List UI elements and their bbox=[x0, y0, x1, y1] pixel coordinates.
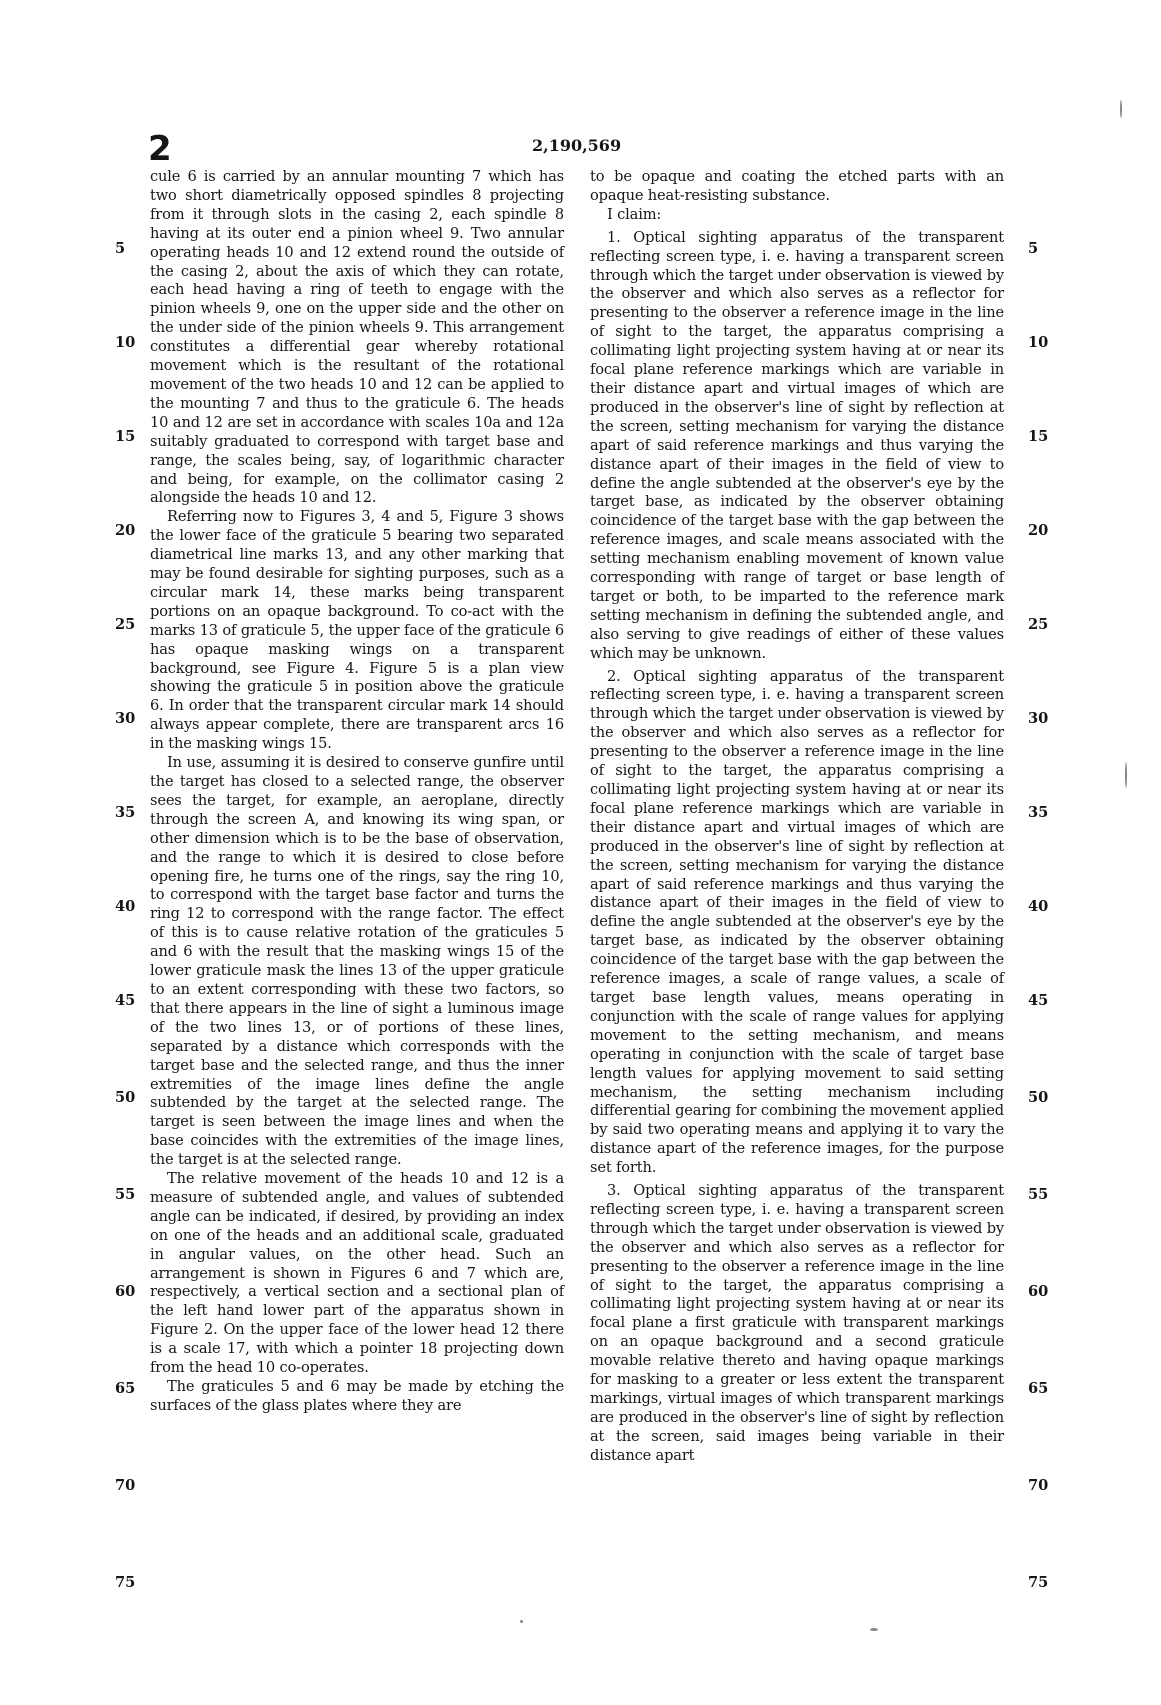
paragraph: Referring now to Figures 3, 4 and 5, Figure 3 shows the lower face of the graticule 5 bearing two separated diametrical line marks 13, and any other marking that may be found desirable for sighting purposes, such as a circular mark 14, these marks being transparent portions on an opaque background. To co-act with the marks 13 of graticule 5, the upper face of the graticule 6 has opaque masking wings on a transparent background, see Figure 4. Figure 5 is a plan view showing the graticule 5 in position above the graticule 6. In order that the transparent circular mark 14 should always appear complete, there are transparent arcs 16 in the masking wings 15. bbox=[150, 508, 564, 753]
line-number: 30 bbox=[1028, 710, 1049, 727]
claim-3: 3. Optical sighting apparatus of the transparent reflecting screen type, i. e. having a transparent screen through which the target under observation is viewed by the observer and which also serves as a reflector for presenting to the observer a reference image in the line of sight to the target, the apparatus comprising a collimating light projecting system having at or near its focal plane a first graticule with transparent markings on an opaque background and a second graticule movable relative thereto and having opaque markings for masking to a greater or less extent the transparent markings, virtual images of which transparent markings are produced in the observer's line of sight by reflection at the screen, said images being variable in their distance apart bbox=[590, 1182, 1004, 1464]
scan-speck bbox=[870, 1628, 878, 1631]
left-column bbox=[150, 168, 564, 1416]
paragraph: The graticules 5 and 6 may be made by etching the surfaces of the glass plates where they are bbox=[150, 1378, 564, 1414]
paragraph: to be opaque and coating the etched parts with an opaque heat-resisting substance. bbox=[590, 168, 1004, 204]
line-number: 40 bbox=[115, 898, 136, 915]
line-number: 50 bbox=[115, 1089, 136, 1106]
line-number: 25 bbox=[115, 616, 136, 633]
line-number: 20 bbox=[115, 522, 136, 539]
scan-speck bbox=[520, 1620, 523, 1623]
claim-2: 2. Optical sighting apparatus of the transparent reflecting screen type, i. e. having a transparent screen through which the target under observation is viewed by the observer and which also serves as a reflector for presenting to the observer a reference image in the line of sight to the target, the apparatus comprising a collimating light projecting system having at or near its focal plane reference markings which are variable in their distance apart and virtual images of which are produced in the observer's line of sight by reflection at the screen, setting mechanism for varying the distance apart of said reference markings and thus varying the distance apart of their images in the field of view to define the angle subtended at the observer's eye by the target base, as indicated by the observer obtaining coincidence of the target base with the gap between the reference images, a scale of range values, a scale of target base length values, means operating in conjunction with the scale of range values for applying movement to the setting mechanism, and means operating in conjunction with the scale of target base length values for applying movement to said setting mechanism, the setting mechanism including differential gearing for combining the movement applied by said two operating means and applying it to vary the distance apart of the reference images, for the purpose set forth. bbox=[590, 667, 1004, 1177]
scan-speck bbox=[1120, 100, 1122, 118]
line-number: 40 bbox=[1028, 898, 1049, 915]
line-number: 45 bbox=[1028, 992, 1049, 1009]
line-number: 60 bbox=[1028, 1283, 1049, 1300]
patent-number: 2,190,569 bbox=[532, 136, 622, 155]
line-number: 70 bbox=[1028, 1477, 1049, 1494]
line-number: 25 bbox=[1028, 616, 1049, 633]
claim-1: 1. Optical sighting apparatus of the transparent reflecting screen type, i. e. having a transparent screen through which the target under observation is viewed by the observer and which also serves as a reflector for presenting to the observer a reference image in the line of sight to the target, the apparatus comprising a collimating light projecting system having at or near its focal plane reference markings which are variable in their distance apart and virtual images of which are produced in the observer's line of sight by reflection at the screen, setting mechanism for varying the distance apart of said reference markings and thus varying the distance apart of their images in the field of view to define the angle subtended at the observer's eye by the target base, as indicated by the observer obtaining coincidence of the target base with the gap between the reference images, and scale means associated with the setting mechanism enabling movement of known value corresponding with range of target or base length of target or both, to be imparted to the reference mark setting mechanism in defining the subtended angle, and also serving to give readings of either of these values which may be unknown. bbox=[590, 228, 1004, 662]
line-number: 10 bbox=[1028, 334, 1049, 351]
line-number: 60 bbox=[115, 1283, 136, 1300]
paragraph: The relative movement of the heads 10 and 12 is a measure of subtended angle, and values of subtended angle can be indicated, if desired, by providing an index on one of the heads and an additional scale, graduated in angular values, on the other head. Such an arrangement is shown in Figures 6 and 7 which are, respectively, a vertical section and a sectional plan of the left hand lower part of the apparatus shown in Figure 2. On the upper face of the lower head 12 there is a scale 17, with which a pointer 18 projecting down from the head 10 co-operates. bbox=[150, 1170, 564, 1377]
line-number: 30 bbox=[115, 710, 136, 727]
line-number: 35 bbox=[1028, 804, 1049, 821]
line-number: 65 bbox=[115, 1380, 136, 1397]
right-column bbox=[590, 168, 1004, 1466]
line-number: 35 bbox=[115, 804, 136, 821]
claims-heading: I claim: bbox=[607, 205, 662, 223]
scan-speck bbox=[1125, 762, 1127, 788]
line-number: 55 bbox=[1028, 1186, 1049, 1203]
paragraph: cule 6 is carried by an annular mounting 7 which has two short diametrically opposed spindles 8 projecting from it through slots in the casing 2, each spindle 8 having at its outer end a pinion wheel 9. Two annular operating heads 10 and 12 extend round the outside of the casing 2, about the axis of which they can rotate, each head having a ring of teeth to engage with the pinion wheels 9, one on the upper side and the other on the under side of the pinion wheels 9. This arrangement constitutes a differential gear whereby rotational movement which is the resultant of the rotational movement of the two heads 10 and 12 can be applied to the mounting 7 and thus to the graticule 6. The heads 10 and 12 are set in accordance with scales 10a and 12a suitably graduated to correspond with target base and range, the scales being, say, of logarithmic character and being, for example, on the collimator casing 2 alongside the heads 10 and 12. bbox=[150, 168, 564, 507]
line-number: 55 bbox=[115, 1186, 136, 1203]
line-number: 75 bbox=[1028, 1574, 1049, 1591]
line-number: 65 bbox=[1028, 1380, 1049, 1397]
line-number: 50 bbox=[1028, 1089, 1049, 1106]
line-number: 45 bbox=[115, 992, 136, 1009]
line-number: 15 bbox=[115, 428, 136, 445]
line-number: 15 bbox=[1028, 428, 1049, 445]
page-number: 2 bbox=[148, 129, 172, 169]
paragraph: In use, assuming it is desired to conserve gunfire until the target has closed to a selected range, the observer sees the target, for example, an aeroplane, directly through the screen A, and knowing its wing span, or other dimension which is to be the base of observation, and the range to which it is desired to close before opening fire, he turns one of the rings, say the ring 10, to correspond with the target base factor and turns the ring 12 to correspond with the range factor. The effect of this is to cause relative rotation of the graticules 5 and 6 with the result that the masking wings 15 of the lower graticule mask the lines 13 of the upper graticule to an extent corresponding with these two factors, so that there appears in the line of sight a luminous image of the two lines 13, or of portions of these lines, separated by a distance which corresponds with the target base and the selected range, and thus the inner extremities of the image lines define the angle subtended by the target at the selected range. The target is seen between the image lines and when the base coincides with the extremities of the image lines, the target is at the selected range. bbox=[150, 754, 564, 1169]
line-number: 5 bbox=[1028, 240, 1039, 257]
line-number: 70 bbox=[115, 1477, 136, 1494]
line-number: 20 bbox=[1028, 522, 1049, 539]
line-number: 5 bbox=[115, 240, 126, 257]
line-number: 10 bbox=[115, 334, 136, 351]
line-number: 75 bbox=[115, 1574, 136, 1591]
